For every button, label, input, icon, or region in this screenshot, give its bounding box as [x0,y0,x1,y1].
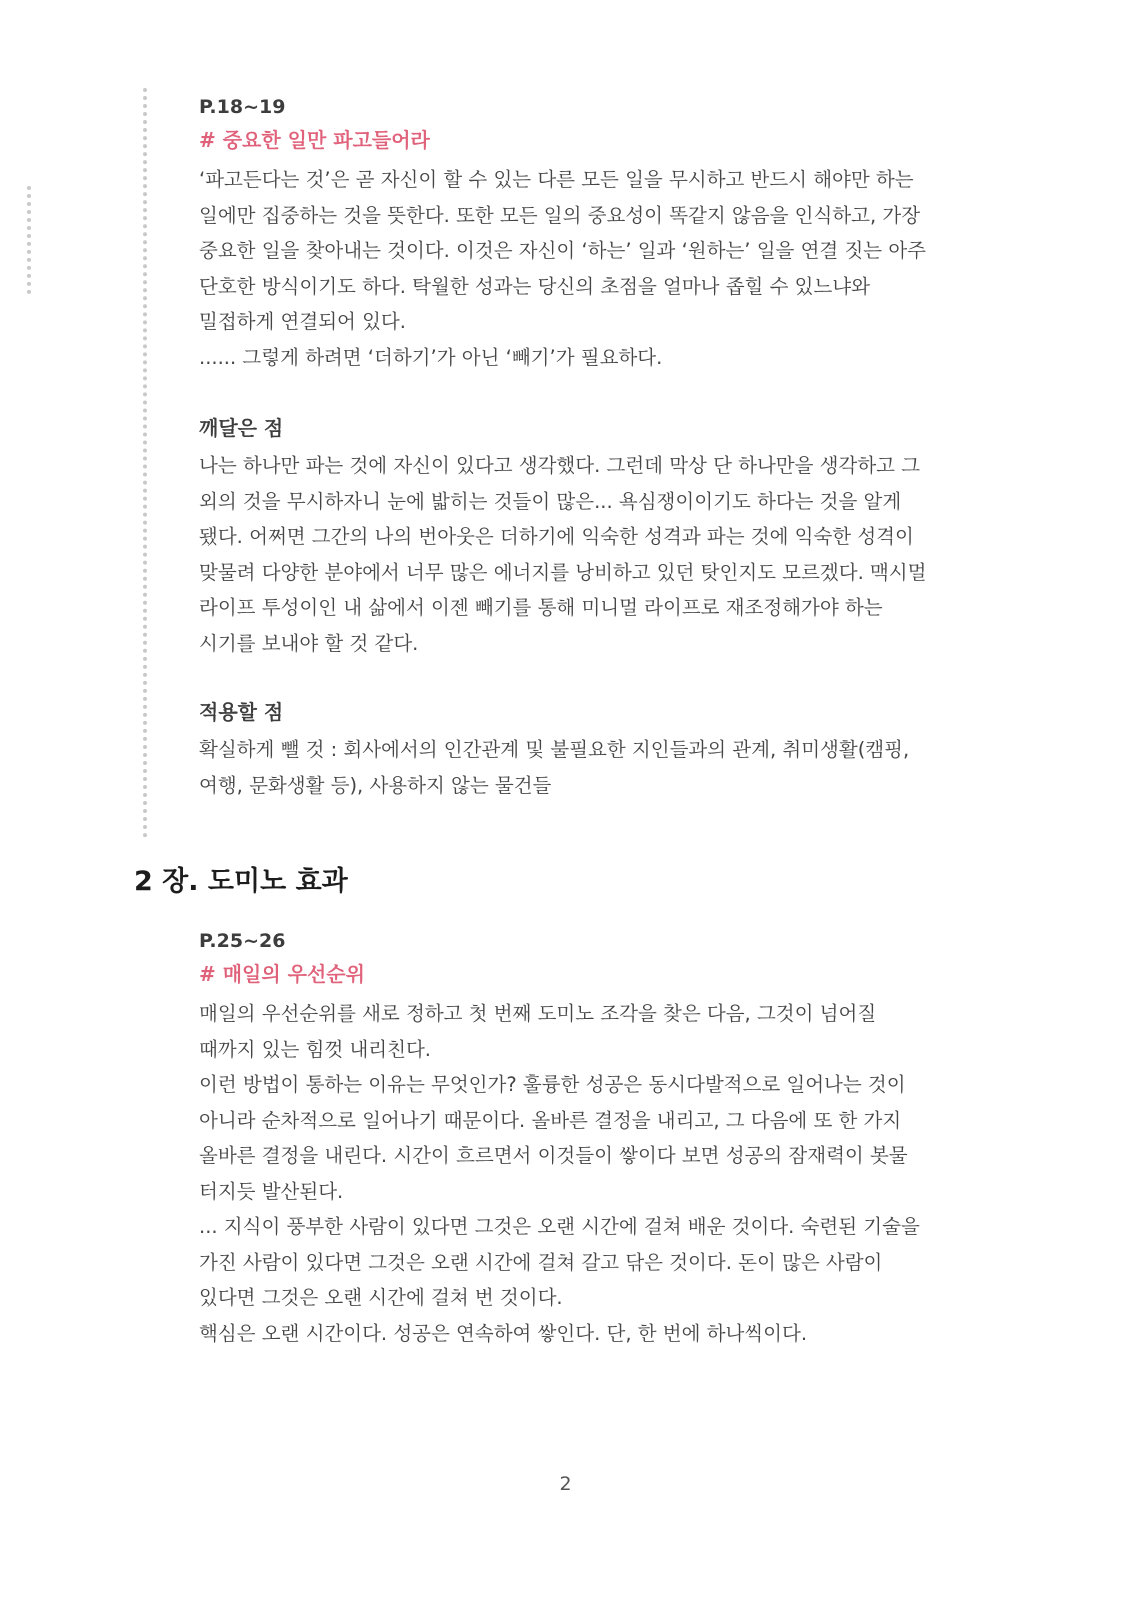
text-line: ...... 그렇게 하려면 ‘더하기’가 아닌 ‘빼기’가 필요하다. [199,345,663,369]
text-line: 시기를 보내야 할 것 같다. [199,631,419,655]
text-line: 이런 방법이 통하는 이유는 무엇인가? 훌륭한 성공은 동시다발적으로 일어나는 것이 [199,1073,906,1096]
chapter-title: 2 장. 도미노 효과 [134,866,348,897]
quote-paragraph [199,996,1019,1351]
text-line: 매일의 우선순위를 새로 정하고 첫 번째 도미노 조각을 찾은 다음, 그것이 넘어질 [199,1002,877,1025]
apply-paragraph [199,732,1019,803]
text-line: 단호한 방식이기도 하다. 탁월한 성과는 당신의 초점을 얼마나 좁힐 수 있느냐와 [199,274,870,298]
apply-block [199,698,1019,803]
insight-paragraph [199,448,1019,661]
text-line: 핵심은 오랜 시간이다. 성공은 연속하여 쌓인다. 단, 한 번에 하나씩이다. [199,1321,808,1345]
page-reference: P.18~19 [199,96,286,118]
text-line: 가진 사람이 있다면 그것은 오랜 시간에 걸쳐 갈고 닦은 것이다. 돈이 많은 사람이 [199,1250,883,1274]
text-line: 아니라 순차적으로 일어나기 때문이다. 올바른 결정을 내리고, 그 다음에 또 한 가지 [199,1108,902,1132]
text-line: 있다면 그것은 오랜 시간에 걸쳐 번 것이다. [199,1286,563,1309]
text-line: 때까지 있는 힘껏 내리친다. [199,1037,432,1061]
section-1 [199,94,1019,375]
text-line: ‘파고든다는 것’은 곧 자신이 할 수 있는 다른 모든 일을 무시하고 반드시 해야만 하는 [199,168,914,191]
page-number: 2 [559,1473,572,1495]
topic-heading: # 중요한 일만 파고들어라 [199,128,430,152]
margin-dotted-rule [27,186,31,294]
text-line: 중요한 일을 찾아내는 것이다. 이것은 자신이 ‘하는’ 일과 ‘원하는’ 일을 연결 짓는 아주 [199,239,926,262]
apply-heading: 적용할 점 [199,700,284,724]
quote-paragraph [199,162,1019,375]
section-dotted-rule [143,88,147,838]
text-line: 맞물려 다양한 분야에서 너무 많은 에너지를 낭비하고 있던 탓인지도 모르겠다. 맥시멀 [199,560,927,584]
text-line: 확실하게 뺄 것 : 회사에서의 인간관계 및 불필요한 지인들과의 관계, 취미생활(캠핑, [199,738,910,761]
text-line: 일에만 집중하는 것을 뜻한다. 또한 모든 일의 중요성이 똑같지 않음을 인식하고, 가장 [199,203,921,227]
text-line: 외의 것을 무시하자니 눈에 밟히는 것들이 많은... 욕심쟁이이기도 하다는 것을 알게 [199,489,902,513]
text-line: 됐다. 어쩌면 그간의 나의 번아웃은 더하기에 익숙한 성격과 파는 것에 익숙한 성격이 [199,525,914,548]
insight-block [199,414,1019,661]
text-line: 올바른 결정을 내린다. 시간이 흐르면서 이것들이 쌓이다 보면 성공의 잠재력이 봇물 [199,1144,908,1167]
page-reference: P.25~26 [199,930,286,952]
text-line: 밀접하게 연결되어 있다. [199,310,406,333]
text-line: 여행, 문화생활 등), 사용하지 않는 물건들 [199,773,552,797]
section-2 [199,928,1019,1351]
text-line: ... 지식이 풍부한 사람이 있다면 그것은 오랜 시간에 걸쳐 배운 것이다. 숙련된 기술을 [199,1215,920,1238]
insight-heading: 깨달은 점 [199,416,284,440]
topic-heading: # 매일의 우선순위 [199,962,365,986]
text-line: 터지듯 발산된다. [199,1179,344,1203]
text-line: 라이프 투성이인 내 삶에서 이젠 빼기를 통해 미니멀 라이프로 재조정해가야 하는 [199,596,883,619]
text-line: 나는 하나만 파는 것에 자신이 있다고 생각했다. 그런데 막상 단 하나만을 생각하고 그 [199,454,921,477]
